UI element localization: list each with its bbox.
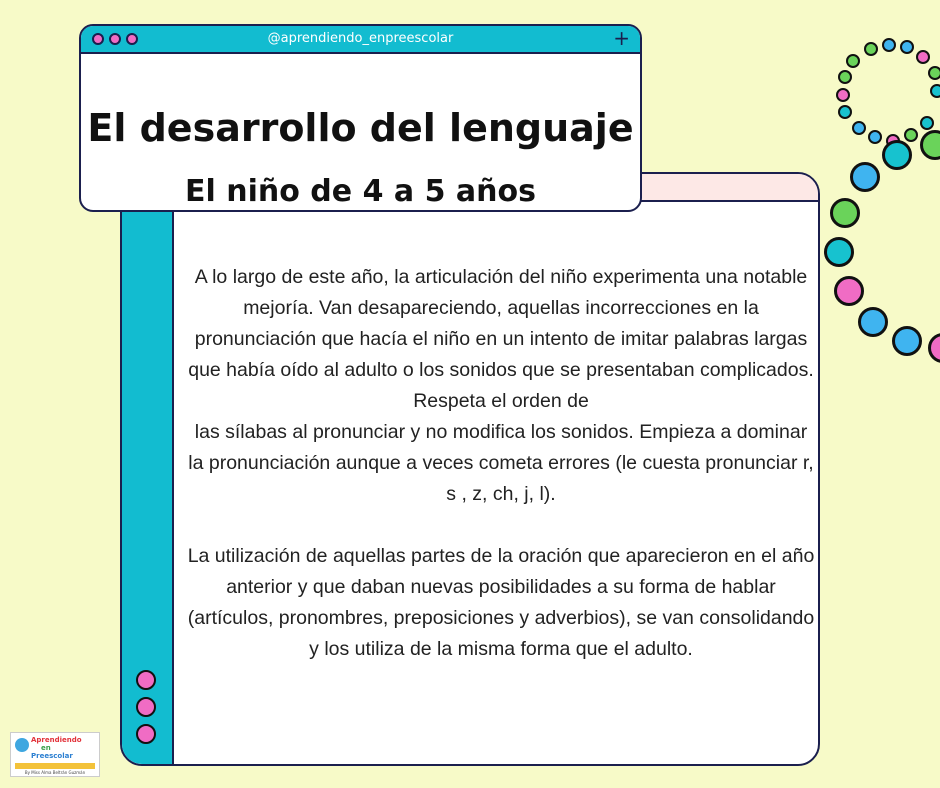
logo-line: en xyxy=(41,744,51,752)
decor-dot xyxy=(900,40,914,54)
decor-circle xyxy=(834,276,864,306)
decor-dot xyxy=(930,84,940,98)
decor-dot xyxy=(868,130,882,144)
decor-dot xyxy=(864,42,878,56)
body-paragraph: La utilización de aquellas partes de la oración que aparecieron en el año anterior y que daban nuevas posibilidades a su forma de hablar (artículos, pronombres, preposiciones y adverbios), se van consolidando y los utiliza de la misma forma que el adulto. xyxy=(187,545,815,660)
logo-line: Preescolar xyxy=(31,752,73,760)
body-text xyxy=(186,262,816,665)
body-paragraph: las sílabas al pronunciar y no modifica los sonidos. Empieza a dominar la pronunciación aunque a veces cometa errores (le cuesta pronunciar r, s , z, ch, j, l). xyxy=(188,421,814,505)
body-paragraph: Respeta el orden de xyxy=(413,390,589,412)
page-title: El desarrollo del lenguaje xyxy=(87,106,634,150)
decor-dot xyxy=(928,66,940,80)
decor-dot xyxy=(882,38,896,52)
sidebar-circle-icon xyxy=(136,724,156,744)
decor-circle xyxy=(882,140,912,170)
decor-dot xyxy=(904,128,918,142)
decor-circle xyxy=(858,307,888,337)
decor-dot xyxy=(846,54,860,68)
sidebar-circle-icon xyxy=(136,697,156,717)
decor-circle xyxy=(824,237,854,267)
logo-text xyxy=(31,736,82,760)
decor-circle xyxy=(892,326,922,356)
decor-dot xyxy=(838,70,852,84)
social-handle: @aprendiendo_enpreescolar xyxy=(267,31,454,46)
decor-circle xyxy=(920,130,940,160)
logo-line: Aprendiendo xyxy=(31,736,82,744)
body-paragraph: A lo largo de este año, la articulación del niño experimenta una notable mejoría. Van desapareciendo, aquellas incorrecciones en la pronunciación que hacía el niño en un intento de imitar palabras largas que había oído al adulto o los sonidos que se presentaban complicados. xyxy=(188,266,814,381)
page-subtitle: El niño de 4 a 5 años xyxy=(185,174,536,209)
decor-circle xyxy=(850,162,880,192)
title-card xyxy=(79,24,642,212)
content-card-sidebar xyxy=(122,174,174,764)
decor-circle xyxy=(928,333,940,363)
decor-dot xyxy=(920,116,934,130)
title-card-bar xyxy=(81,26,640,54)
decor-dot xyxy=(852,121,866,135)
brand-logo xyxy=(10,732,100,777)
decor-dot xyxy=(916,50,930,64)
ruler-icon xyxy=(15,763,95,769)
logo-credit: By Miss Alma Beltrán Guzmán xyxy=(24,770,86,775)
decor-dot xyxy=(838,105,852,119)
decor-dot xyxy=(836,88,850,102)
plus-icon: + xyxy=(613,26,630,50)
sidebar-circle-icon xyxy=(136,670,156,690)
decor-circle xyxy=(830,198,860,228)
globe-icon xyxy=(15,738,29,752)
